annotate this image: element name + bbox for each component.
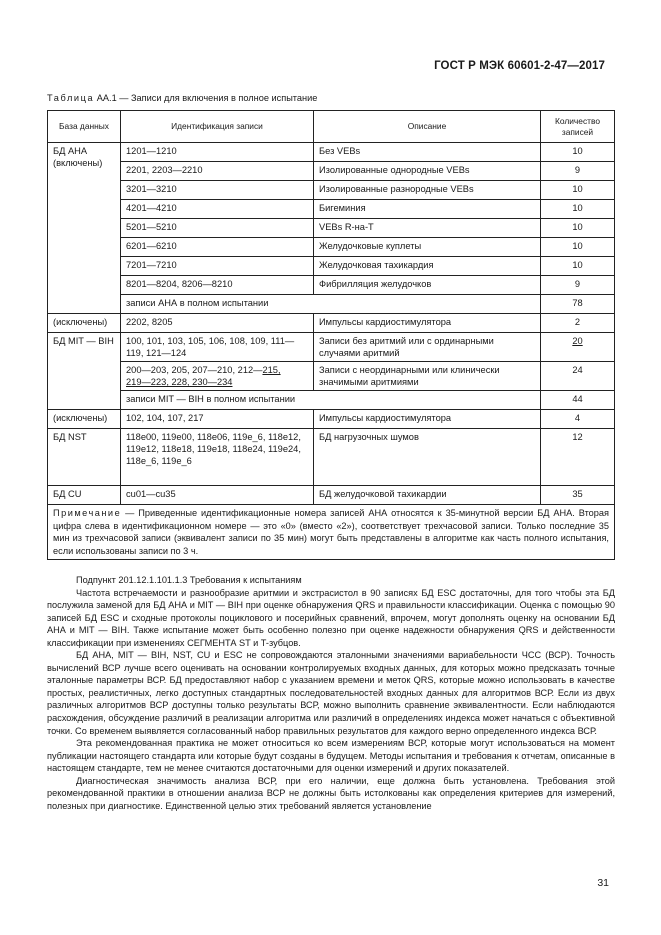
table-row — [48, 200, 615, 219]
record-description: БД желудочковой тахикардии — [314, 486, 541, 505]
record-count: 10 — [541, 200, 615, 219]
record-description: Желудочковая тахикардия — [314, 257, 541, 276]
paragraph: Эта рекомендованная практика не может относиться ко всем измерениям ВСР, которые могут использоваться на момент публикации настоящего стандарта или которые будут созданы в будущем. Методы испытания и требования к отчетам, описанные в настоящем стандарте, тем не менее считаются достаточными для оценки измерений и других показателей. — [47, 738, 615, 774]
record-count: 10 — [541, 181, 615, 200]
record-description: Без VEBs — [314, 143, 541, 162]
record-description: Желудочковые куплеты — [314, 238, 541, 257]
record-id: 100, 101, 103, 105, 106, 108, 109, 111—119, 121—124 — [121, 333, 314, 362]
table-row — [48, 162, 615, 181]
record-description: Фибрилляция желудочков — [314, 276, 541, 295]
note-prefix: Примечание — [53, 508, 122, 518]
db-cell-aha: БД АНА (включены) — [48, 143, 121, 314]
paragraph: БД АНА, MIT — BIH, NST, CU и ESC не сопровождаются эталонными значениями вариабельности ЧСС (ВСР). Точность вычислений ВСР лучше всего оценивать на основании контролируемых входных данных, для которых можно предсказать точные эталонные параметры ВСР. БД предоставляют набор с указанием времени и меток QRS, которые можно использовать в качестве простых, реалистичных, легко доступных стандартных последовательностей входных данных для алгоритмов ВСР. Если из двух различных алгоритмов ВСР доступны только результаты ВСР, можно выполнить сравнение эквивалентности. Если наблюдаются расхождения, обсуждение различий в реализации алгоритма или различий в определениях индекса может начаться с объективной точки. Со временем выявляется согласованный набор правильных результатов для каждого верно определенного индекса ВСР. — [47, 650, 615, 736]
record-count: 9 — [541, 276, 615, 295]
table-row — [48, 238, 615, 257]
table-row — [48, 314, 615, 333]
table-row — [48, 362, 615, 391]
record-id: 2201, 2203—2210 — [121, 162, 314, 181]
table-total-row — [48, 295, 615, 314]
record-description: Импульсы кардиостимулятора — [314, 314, 541, 333]
record-count: 10 — [541, 219, 615, 238]
record-count: 12 — [541, 429, 615, 486]
table-row — [48, 143, 615, 162]
record-id: 102, 104, 107, 217 — [121, 410, 314, 429]
record-description: VEBs R-на-T — [314, 219, 541, 238]
record-description: Изолированные разнородные VEBs — [314, 181, 541, 200]
record-id: 5201—5210 — [121, 219, 314, 238]
record-count — [541, 333, 615, 362]
record-count: 4 — [541, 410, 615, 429]
db-cell-aha-excluded: (исключены) — [48, 314, 121, 333]
record-id-part: 215, — [262, 365, 281, 375]
record-count: 10 — [541, 143, 615, 162]
mit-total-count: 44 — [541, 391, 615, 410]
table-row — [48, 257, 615, 276]
header-description: Описание — [314, 111, 541, 143]
table-total-row — [48, 391, 615, 410]
record-count: 35 — [541, 486, 615, 505]
table-row — [48, 410, 615, 429]
record-count: 24 — [541, 362, 615, 391]
aha-total-count: 78 — [541, 295, 615, 314]
record-id: 6201—6210 — [121, 238, 314, 257]
record-id: 8201—8204, 8206—8210 — [121, 276, 314, 295]
record-id-part: 219—223, 228, 230—234 — [126, 377, 233, 387]
mit-total-label: записи MIT — BIH в полном испытании — [121, 391, 541, 410]
record-description: Импульсы кардиостимулятора — [314, 410, 541, 429]
record-description: БД нагрузочных шумов — [314, 429, 541, 486]
subclause-title: Подпункт 201.12.1.101.1.3 Требования к испытаниям — [76, 575, 302, 585]
record-id: cu01—cu35 — [121, 486, 314, 505]
record-id: 3201—3210 — [121, 181, 314, 200]
record-id-part: 200—203, 205, 207—210, 212— — [126, 365, 263, 375]
body-text — [47, 574, 615, 812]
record-id: 4201—4210 — [121, 200, 314, 219]
table-row — [48, 333, 615, 362]
record-description: Записи с неординарными или клинически значимыми аритмиями — [314, 362, 541, 391]
note-text: — Приведенные идентификационные номера записей АНА относятся к 35-минутной версии БД АНА. Вторая цифра слева в идентификационном номере — это «0» (вместо «2»), соответствует трехчасовой записи. Только последние 35 мин из трехчасовой записи (эквивалент записи по 35 мин) могут быть представлены в алгоритме как часть полного испытания, если использованы записи по 3 ч. — [53, 508, 609, 556]
table-caption-text: АА.1 — Записи для включения в полное испытание — [94, 93, 318, 103]
header-record-id: Идентификация записи — [121, 111, 314, 143]
record-id: 1201—1210 — [121, 143, 314, 162]
record-description: Записи без аритмий или с ординарными случаями аритмий — [314, 333, 541, 362]
table-row — [48, 429, 615, 486]
db-cell-cu: БД CU — [48, 486, 121, 505]
page-number: 31 — [597, 877, 609, 889]
record-count-value: 20 — [572, 336, 583, 346]
records-table — [47, 110, 615, 560]
record-description: Бигеминия — [314, 200, 541, 219]
record-count: 9 — [541, 162, 615, 181]
document-header: ГОСТ Р МЭК 60601-2-47—2017 — [434, 60, 605, 72]
record-id — [121, 362, 314, 391]
record-id: 2202, 8205 — [121, 314, 314, 333]
db-cell-mit: БД MIT — BIH — [48, 333, 121, 410]
header-count: Количество записей — [541, 111, 615, 143]
record-id: 118e00, 119e00, 118e06, 119e_6, 118e12, 119e12, 118e18, 119e18, 118e24, 119e24, 118e_6, 119e_6 — [121, 429, 314, 486]
header-database: База данных — [48, 111, 121, 143]
table-caption-prefix: Таблица — [47, 93, 95, 103]
db-cell-nst: БД NST — [48, 429, 121, 486]
table-note-row — [48, 505, 615, 560]
record-count: 10 — [541, 238, 615, 257]
table-row — [48, 181, 615, 200]
record-count: 2 — [541, 314, 615, 333]
aha-total-label: записи АНА в полном испытании — [121, 295, 541, 314]
paragraph: Диагностическая значимость анализа ВСР, при его наличии, еще должна быть установлена. Требования этой рекомендованной практики в отношении анализа ВСР не должны быть истолкованы как определения критериев для измерений, полезных при диагностике. Единственной целью этих требований является установление — [47, 775, 615, 811]
table-row — [48, 276, 615, 295]
record-id: 7201—7210 — [121, 257, 314, 276]
db-cell-mit-excluded: (исключены) — [48, 410, 121, 429]
table-caption — [47, 93, 317, 103]
table-row — [48, 486, 615, 505]
record-description: Изолированные однородные VEBs — [314, 162, 541, 181]
table-note — [48, 505, 615, 560]
record-count: 10 — [541, 257, 615, 276]
table-row — [48, 219, 615, 238]
table-header-row — [48, 111, 615, 143]
paragraph: Частота встречаемости и разнообразие аритмии и экстрасистол в 90 записях БД ESC достаточны, для того чтобы эта БД послужила заменой для БД АНА и MIT — BIH при оценке обнаружения QRS и правильности классификации. Оценка с помощью 90 записей БД ESC и сходные протоколы поциклового и посерийных сравнений, впрочем, могут дополнять оценку на основании БД АНА и MIT — BIH. Также испытание может быть особенно полезно при оценке надежности обнаружения QRS и действенности классификации при изменениях СЕГМЕНТА ST и T-зубцов. — [47, 587, 615, 648]
